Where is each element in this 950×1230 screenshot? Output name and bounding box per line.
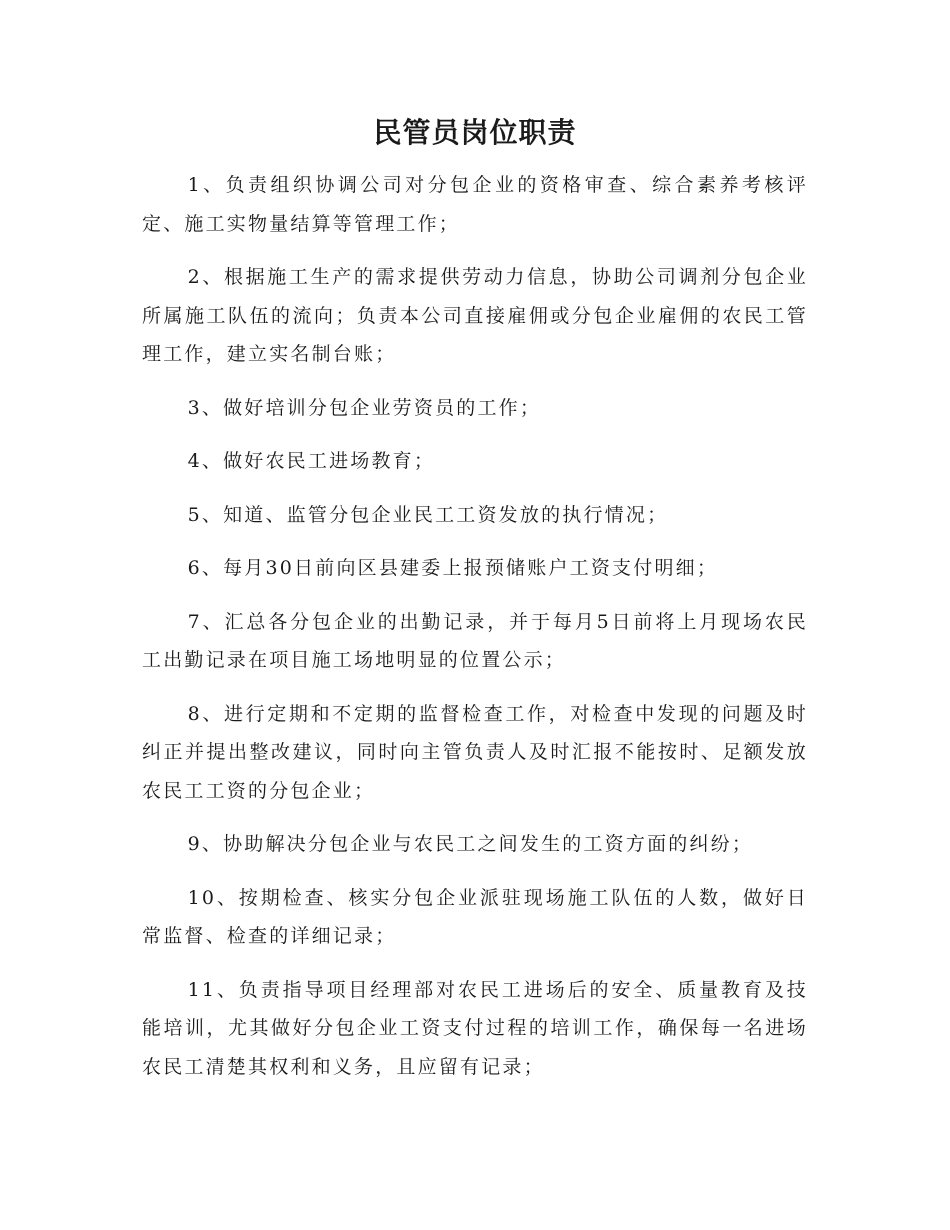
duty-item-5: 5、知道、监管分包企业民工工资发放的执行情况； (187, 503, 669, 526)
document-body (142, 166, 808, 1101)
duty-item-3: 3、做好培训分包企业劳资员的工作； (187, 396, 542, 419)
duty-item-10: 10、按期检查、核实分包企业派驻现场施工队伍的人数，做好日常监督、检查的详细记录； (142, 886, 808, 947)
duty-item-2: 2、根据施工生产的需求提供劳动力信息，协助公司调剂分包企业所属施工队伍的流向；负责本公司直接雇佣或分包企业雇佣的农民工管理工作，建立实名制台账； (142, 266, 808, 365)
duty-item-8: 8、进行定期和不定期的监督检查工作，对检查中发现的问题及时纠正并提出整改建议，同时向主管负责人及时汇报不能按时、足额发放农民工工资的分包企业； (142, 702, 808, 802)
duty-item-7: 7、汇总各分包企业的出勤记录，并于每月5日前将上月现场农民工出勤记录在项目施工场地明显的位置公示； (142, 610, 808, 671)
page-title: 民管员岗位职责 (373, 116, 577, 149)
duty-item-11: 11、负责指导项目经理部对农民工进场后的安全、质量教育及技能培训，尤其做好分包企业工资支付过程的培训工作，确保每一名进场农民工清楚其权利和义务，且应留有记录； (142, 978, 808, 1078)
duty-item-1: 1、负责组织协调公司对分包企业的资格审查、综合素养考核评定、施工实物量结算等管理工作； (142, 174, 808, 235)
duty-item-9: 9、协助解决分包企业与农民工之间发生的工资方面的纠纷； (187, 833, 754, 855)
duty-item-6: 6、每月30日前向区县建委上报预储账户工资支付明细； (187, 557, 719, 579)
duty-item-4: 4、做好农民工进场教育； (187, 450, 436, 472)
